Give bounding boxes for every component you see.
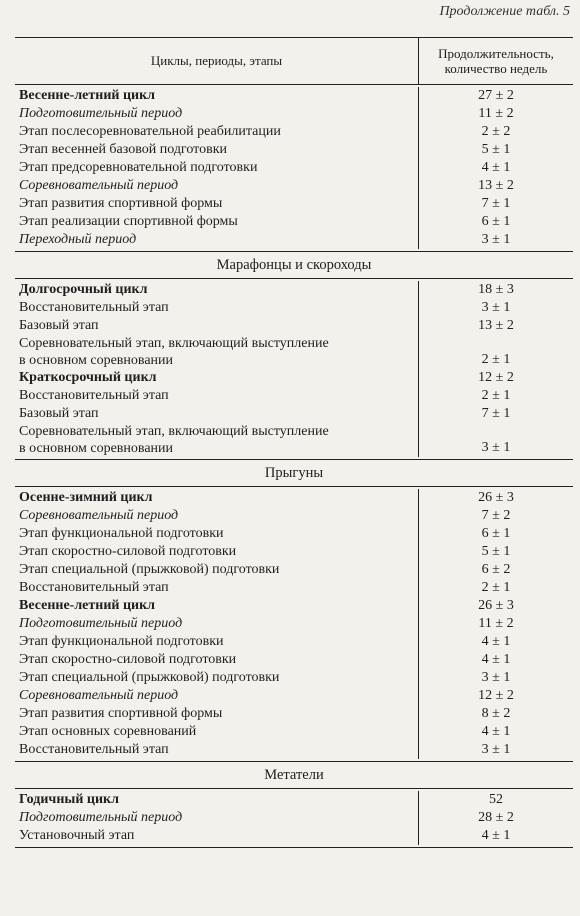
row-label-text: Этап скоростно-силовой подготовки — [19, 544, 237, 559]
row-duration: 27 ± 2 — [478, 88, 514, 103]
table-row — [15, 489, 573, 507]
row-label-text: Восстановительный этап — [19, 300, 169, 315]
row-label-text: Этап специальной (прыжковой) подготовки — [19, 562, 280, 577]
row-label — [15, 791, 419, 809]
training-cycles-table — [15, 37, 573, 848]
row-duration: 18 ± 3 — [478, 282, 514, 297]
row-label — [15, 827, 419, 845]
row-label-text: Подготовительный период — [19, 616, 183, 631]
table-row — [15, 543, 573, 561]
row-label-text: Этап послесоревновательной реабилитации — [19, 124, 281, 139]
row-label — [15, 317, 419, 335]
row-label — [15, 615, 419, 633]
row-label-text: Этап развития спортивной формы — [19, 196, 223, 211]
row-duration: 28 ± 2 — [478, 810, 514, 825]
row-label — [15, 159, 419, 177]
row-label-text: Краткосрочный цикл — [19, 370, 157, 385]
table-row — [15, 669, 573, 687]
row-duration: 4 ± 1 — [481, 724, 511, 739]
table-row — [15, 723, 573, 741]
row-duration: 7 ± 1 — [481, 196, 511, 211]
row-label — [15, 633, 419, 651]
row-duration: 2 ± 2 — [481, 124, 511, 139]
row-duration: 3 ± 1 — [481, 440, 511, 455]
row-label-text: Годичный цикл — [19, 792, 119, 807]
row-duration: 4 ± 1 — [481, 160, 511, 175]
row-duration: 26 ± 3 — [478, 598, 514, 613]
row-label-text: Этап развития спортивной формы — [19, 706, 223, 721]
row-label-text: Восстановительный этап — [19, 742, 169, 757]
table-row — [15, 705, 573, 723]
table-row — [15, 195, 573, 213]
row-label — [15, 387, 419, 405]
row-label-text-line2: в основном соревновании — [19, 441, 174, 456]
row-label — [15, 195, 419, 213]
header-cycles-periods-stages: Циклы, периоды, этапы — [15, 38, 419, 84]
row-label-text: Осенне-зимний цикл — [19, 490, 153, 505]
row-label — [15, 231, 419, 249]
table-row — [15, 231, 573, 249]
row-duration: 2 ± 1 — [481, 352, 511, 367]
row-label-text: Этап функциональной подготовки — [19, 634, 224, 649]
row-label — [15, 687, 419, 705]
table-row — [15, 317, 573, 335]
row-label-text: Соревновательный период — [19, 178, 179, 193]
row-duration: 13 ± 2 — [478, 178, 514, 193]
row-duration: 26 ± 3 — [478, 490, 514, 505]
row-label-text: Восстановительный этап — [19, 388, 169, 403]
row-label — [15, 579, 419, 597]
row-label-text: Соревновательный период — [19, 508, 179, 523]
row-duration: 5 ± 1 — [481, 142, 511, 157]
table-row — [15, 141, 573, 159]
table-row — [15, 615, 573, 633]
row-label-text: Соревновательный этап, включающий выступление — [19, 336, 329, 351]
row-label — [15, 723, 419, 741]
row-duration: 13 ± 2 — [478, 318, 514, 333]
row-label — [15, 809, 419, 827]
row-label-text: Соревновательный этап, включающий выступление — [19, 424, 329, 439]
row-duration: 3 ± 1 — [481, 232, 511, 247]
row-label — [15, 651, 419, 669]
row-label-text: Весенне-летний цикл — [19, 598, 156, 613]
row-label-text: Этап скоростно-силовой подготовки — [19, 652, 237, 667]
row-label-text: Подготовительный период — [19, 810, 183, 825]
row-label-text: Этап основных соревнований — [19, 724, 197, 739]
row-label-text: Этап реализации спортивной формы — [19, 214, 238, 229]
header-duration-line2: количество недель — [444, 61, 548, 76]
table-header — [15, 38, 573, 85]
row-duration: 12 ± 2 — [478, 370, 514, 385]
row-label — [15, 177, 419, 195]
row-label — [15, 741, 419, 759]
section-title: Марафонцы и скороходы — [15, 251, 573, 279]
table-row — [15, 633, 573, 651]
table-row — [15, 299, 573, 317]
row-duration: 6 ± 1 — [481, 526, 511, 541]
row-label — [15, 561, 419, 579]
table-row — [15, 827, 573, 845]
table-row — [15, 507, 573, 525]
table-caption: Продолжение табл. 5 — [439, 4, 570, 19]
row-label-text: Весенне-летний цикл — [19, 88, 156, 103]
row-label — [15, 597, 419, 615]
row-duration: 11 ± 2 — [478, 616, 514, 631]
row-label-text: Соревновательный период — [19, 688, 179, 703]
row-label-text: Этап специальной (прыжковой) подготовки — [19, 670, 280, 685]
table-row — [15, 335, 573, 369]
row-label-text: Восстановительный этап — [19, 580, 169, 595]
table-body — [15, 85, 573, 847]
table-row — [15, 525, 573, 543]
row-label-text: Подготовительный период — [19, 106, 183, 121]
row-label-text: Этап весенней базовой подготовки — [19, 142, 227, 157]
table-row — [15, 281, 573, 299]
row-group — [15, 487, 573, 761]
row-duration: 2 ± 1 — [481, 580, 511, 595]
row-label — [15, 525, 419, 543]
table-row — [15, 177, 573, 195]
row-label — [15, 543, 419, 561]
row-label — [15, 213, 419, 231]
table-row — [15, 791, 573, 809]
row-duration: 4 ± 1 — [481, 652, 511, 667]
row-duration: 4 ± 1 — [481, 828, 511, 843]
row-label-text: Переходный период — [19, 232, 137, 247]
row-label — [15, 423, 419, 457]
row-duration: 6 ± 2 — [481, 562, 511, 577]
row-duration: 2 ± 1 — [481, 388, 511, 403]
row-label-text: Этап предсоревновательной подготовки — [19, 160, 258, 175]
header-duration-weeks — [419, 38, 573, 84]
row-duration: 52 — [489, 792, 503, 807]
table-row — [15, 387, 573, 405]
table-row — [15, 809, 573, 827]
row-label — [15, 669, 419, 687]
row-label — [15, 299, 419, 317]
table-row — [15, 597, 573, 615]
table-row — [15, 579, 573, 597]
row-label-text: Долгосрочный цикл — [19, 282, 148, 297]
header-duration-line1: Продолжительность, — [438, 46, 554, 61]
row-duration: 7 ± 2 — [481, 508, 511, 523]
row-label-text: Этап функциональной подготовки — [19, 526, 224, 541]
table-row — [15, 423, 573, 457]
row-duration: 8 ± 2 — [481, 706, 511, 721]
row-duration: 5 ± 1 — [481, 544, 511, 559]
row-label — [15, 335, 419, 369]
row-label — [15, 405, 419, 423]
row-label-text-line2: в основном соревновании — [19, 353, 174, 368]
row-label — [15, 281, 419, 299]
row-duration: 6 ± 1 — [481, 214, 511, 229]
row-group — [15, 85, 573, 251]
table-row — [15, 687, 573, 705]
row-label — [15, 87, 419, 105]
row-group — [15, 789, 573, 847]
row-label — [15, 507, 419, 525]
row-label-text: Базовый этап — [19, 406, 99, 421]
row-duration: 7 ± 1 — [481, 406, 511, 421]
row-label-text: Базовый этап — [19, 318, 99, 333]
row-duration: 3 ± 1 — [481, 742, 511, 757]
table-row — [15, 741, 573, 759]
table-row — [15, 123, 573, 141]
row-label-text: Установочный этап — [19, 828, 135, 843]
section-title: Прыгуны — [15, 459, 573, 487]
row-label — [15, 141, 419, 159]
table-row — [15, 369, 573, 387]
table-row — [15, 213, 573, 231]
row-label — [15, 105, 419, 123]
table-row — [15, 651, 573, 669]
row-duration: 12 ± 2 — [478, 688, 514, 703]
row-label — [15, 369, 419, 387]
row-label — [15, 123, 419, 141]
row-duration: 3 ± 1 — [481, 670, 511, 685]
table-row — [15, 561, 573, 579]
table-row — [15, 87, 573, 105]
row-duration: 11 ± 2 — [478, 106, 514, 121]
row-label — [15, 705, 419, 723]
row-duration: 4 ± 1 — [481, 634, 511, 649]
row-group — [15, 279, 573, 459]
section-title: Метатели — [15, 761, 573, 789]
row-duration: 3 ± 1 — [481, 300, 511, 315]
table-row — [15, 105, 573, 123]
row-label — [15, 489, 419, 507]
table-row — [15, 405, 573, 423]
table-row — [15, 159, 573, 177]
